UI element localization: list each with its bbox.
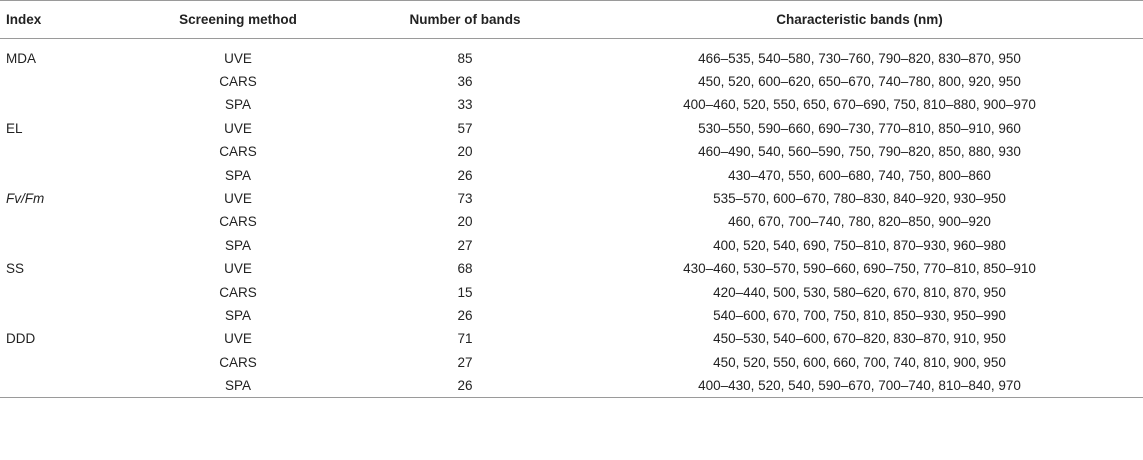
table-row [0, 257, 1143, 280]
cell-screening-method: CARS [219, 354, 257, 370]
header-screening-method: Screening method [122, 1, 354, 39]
table-row [0, 280, 1143, 303]
table-row [0, 117, 1143, 140]
cell-screening-method: UVE [224, 191, 252, 207]
cell-index: EL [6, 120, 23, 136]
cell-characteristic-bands: 466–535, 540–580, 730–760, 790–820, 830–870, 950 [698, 50, 1021, 66]
cell-characteristic-bands: 450, 520, 600–620, 650–670, 740–780, 800, 920, 950 [698, 74, 1021, 90]
cell-number-of-bands: 26 [457, 307, 473, 323]
cell-number-of-bands: 85 [457, 50, 473, 66]
cell-screening-method: UVE [224, 331, 252, 347]
cell-number-of-bands: 27 [457, 237, 473, 253]
cell-characteristic-bands: 530–550, 590–660, 690–730, 770–810, 850–910, 960 [698, 120, 1021, 136]
cell-index [0, 351, 122, 374]
cell-number-of-bands: 71 [457, 331, 473, 347]
cell-number-of-bands: 26 [457, 167, 473, 183]
table-body [0, 39, 1143, 398]
cell-number-of-bands: 57 [457, 120, 473, 136]
table-row [0, 374, 1143, 397]
table-row [0, 93, 1143, 116]
cell-index [0, 210, 122, 233]
cell-characteristic-bands: 420–440, 500, 530, 580–620, 670, 810, 870, 950 [713, 284, 1006, 300]
cell-screening-method: CARS [219, 144, 257, 160]
header-number-of-bands: Number of bands [354, 1, 576, 39]
cell-screening-method: SPA [224, 167, 251, 183]
table-row [0, 70, 1143, 93]
cell-screening-method: UVE [224, 120, 252, 136]
cell-number-of-bands: 20 [457, 214, 473, 230]
cell-index: Fv/Fm [6, 191, 45, 207]
table-row [0, 351, 1143, 374]
header-characteristic-bands: Characteristic bands (nm) [576, 1, 1143, 39]
cell-number-of-bands: 27 [457, 354, 473, 370]
cell-index [0, 93, 122, 116]
cell-screening-method: SPA [122, 374, 354, 397]
cell-index [0, 163, 122, 186]
header-row [0, 1, 1143, 39]
cell-number-of-bands: 68 [457, 261, 473, 277]
header-index: Index [0, 1, 122, 39]
cell-screening-method: SPA [224, 307, 251, 323]
cell-characteristic-bands: 400, 520, 540, 690, 750–810, 870–930, 960–980 [713, 237, 1006, 253]
cell-number-of-bands: 33 [457, 97, 473, 113]
cell-characteristic-bands: 535–570, 600–670, 780–830, 840–920, 930–950 [713, 191, 1006, 207]
cell-number-of-bands: 73 [457, 191, 473, 207]
cell-characteristic-bands: 400–430, 520, 540, 590–670, 700–740, 810–840, 970 [576, 374, 1143, 397]
cell-screening-method: CARS [219, 214, 257, 230]
cell-index [0, 374, 122, 397]
cell-index [0, 304, 122, 327]
cell-index: SS [6, 261, 25, 277]
cell-index [0, 280, 122, 303]
table-row [0, 210, 1143, 233]
table-header [0, 1, 1143, 39]
cell-screening-method: UVE [224, 50, 252, 66]
spacer-row [0, 39, 1143, 47]
table-row [0, 140, 1143, 163]
cell-index: DDD [6, 331, 36, 347]
cell-index [0, 70, 122, 93]
cell-number-of-bands: 15 [457, 284, 473, 300]
table-row [0, 47, 1143, 70]
cell-characteristic-bands: 430–470, 550, 600–680, 740, 750, 800–860 [728, 167, 991, 183]
cell-number-of-bands: 26 [354, 374, 576, 397]
cell-characteristic-bands: 460, 670, 700–740, 780, 820–850, 900–920 [728, 214, 991, 230]
cell-characteristic-bands: 400–460, 520, 550, 650, 670–690, 750, 810–880, 900–970 [683, 97, 1036, 113]
cell-screening-method: SPA [224, 97, 251, 113]
cell-index [0, 234, 122, 257]
cell-number-of-bands: 20 [457, 144, 473, 160]
table-row [0, 163, 1143, 186]
cell-characteristic-bands: 460–490, 540, 560–590, 750, 790–820, 850, 880, 930 [698, 144, 1021, 160]
table-row [0, 304, 1143, 327]
cell-screening-method: SPA [224, 237, 251, 253]
cell-characteristic-bands: 430–460, 530–570, 590–660, 690–750, 770–810, 850–910 [683, 261, 1036, 277]
cell-characteristic-bands: 540–600, 670, 700, 750, 810, 850–930, 950–990 [713, 307, 1006, 323]
cell-characteristic-bands: 450, 520, 550, 600, 660, 700, 740, 810, 900, 950 [713, 354, 1006, 370]
cell-characteristic-bands: 450–530, 540–600, 670–820, 830–870, 910, 950 [713, 331, 1006, 347]
cell-screening-method: CARS [219, 284, 257, 300]
cell-index: MDA [6, 50, 36, 66]
cell-number-of-bands: 36 [457, 74, 473, 90]
cell-screening-method: CARS [219, 74, 257, 90]
table-row [0, 187, 1143, 210]
table-row [0, 327, 1143, 350]
cell-index [0, 140, 122, 163]
table-row [0, 234, 1143, 257]
cell-screening-method: UVE [224, 261, 252, 277]
